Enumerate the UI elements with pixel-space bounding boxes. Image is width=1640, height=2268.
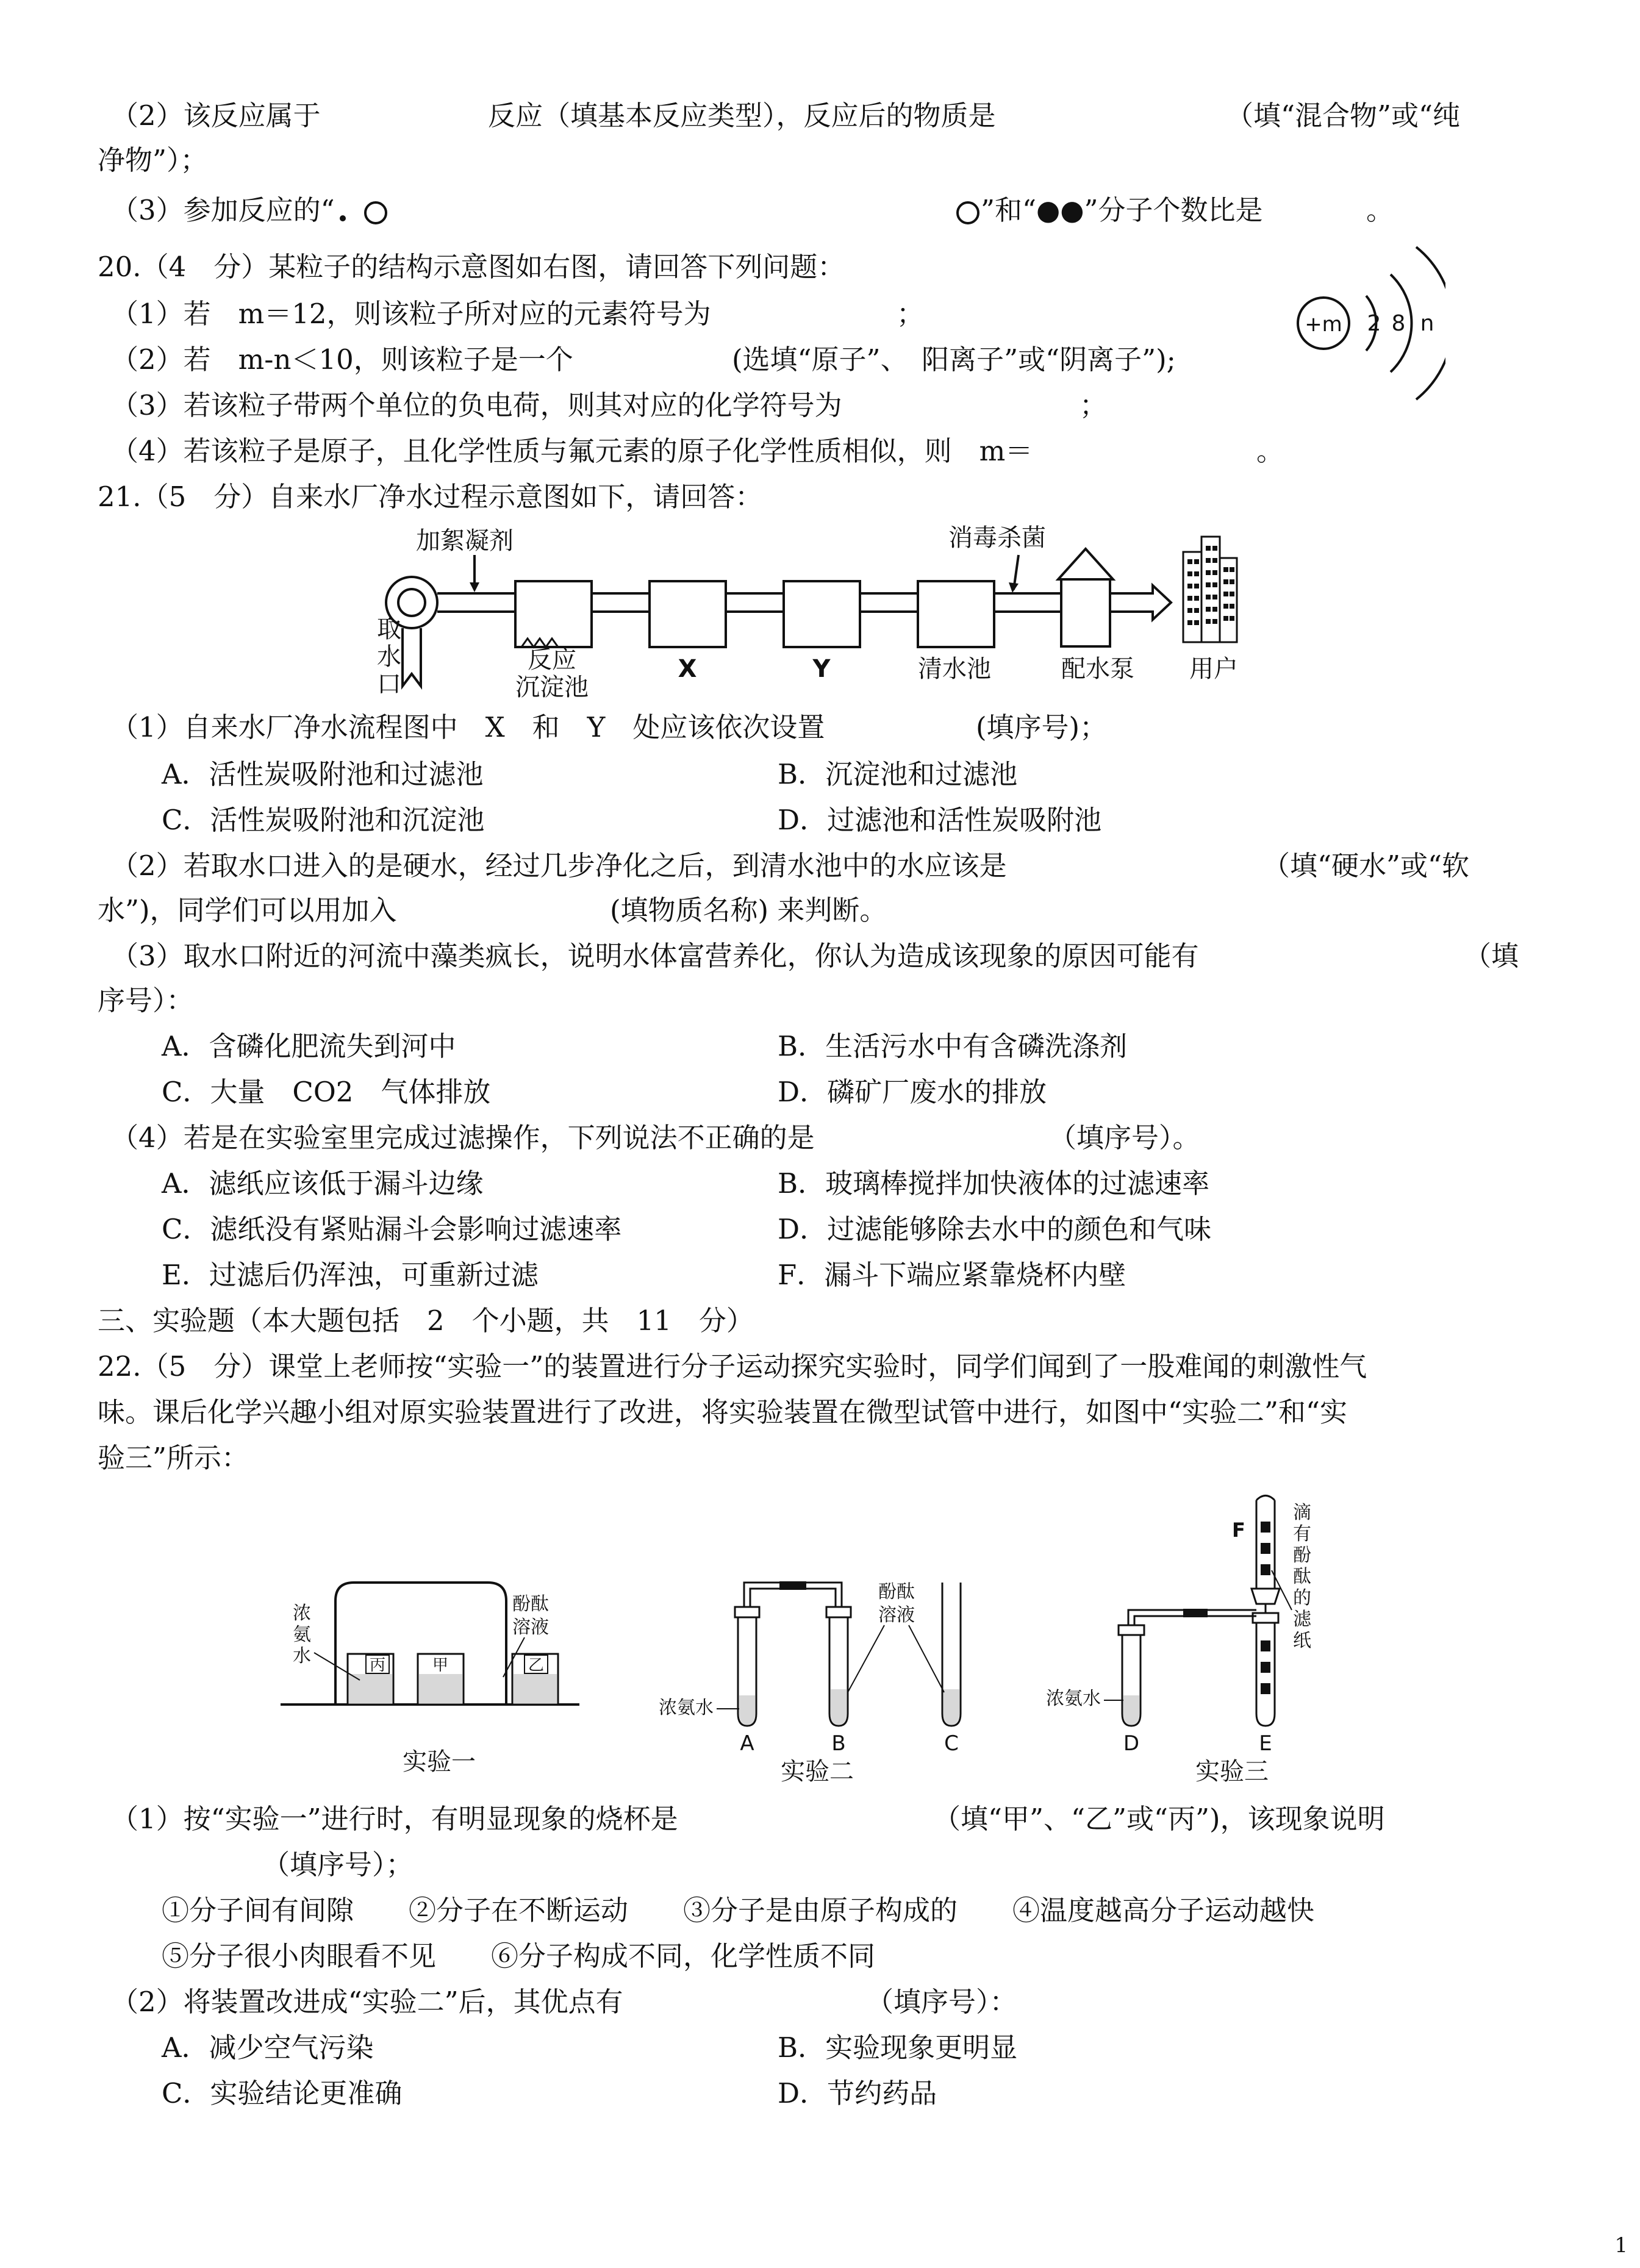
q19-part2-label: （2）该反应属于 [111, 99, 321, 132]
tube-a-label: A [740, 1731, 754, 1756]
exp1-phenol-1: 酚酞 [512, 1594, 549, 1615]
shell-2-electrons: 8 [1391, 311, 1406, 336]
y-tank [784, 581, 860, 647]
q22-part1: （1）按“实验一”进行时，有明显现象的烧杯是 [111, 1803, 678, 1835]
exp2-phenol-pointer-b [848, 1625, 884, 1692]
q22-option-2d: D．节约药品 [778, 2077, 937, 2109]
tube-f-paper-2 [1261, 1543, 1270, 1554]
tube-e-paper-1 [1261, 1640, 1270, 1651]
q19-part3-text: ”和“●●”分子个数比是 [981, 194, 1263, 226]
atom-structure-diagram [1275, 232, 1445, 415]
disinfect-arrowhead [1009, 582, 1019, 593]
q21-part2-hint: （填“硬水”或“软 [1262, 850, 1470, 882]
beaker-jia-label: 甲 [432, 1656, 449, 1675]
paper-label-7: 纸 [1293, 1630, 1311, 1651]
exp3-connector-inner [1134, 1616, 1256, 1625]
intake-inner-circle [398, 589, 425, 616]
q21-part1-end: (填序号)； [976, 711, 1108, 743]
tube-b-label: B [831, 1731, 846, 1756]
paper-label-1: 滴 [1293, 1502, 1311, 1523]
exp1-ammonia-2: 氨 [293, 1624, 311, 1645]
exp2-phenol-1: 酚酞 [878, 1581, 915, 1603]
reaction-label: 反应 [528, 646, 576, 674]
exp3-caption: 实验三 [1195, 1758, 1269, 1786]
exp2-caption: 实验二 [781, 1758, 854, 1786]
experiment-3 [1046, 1496, 1312, 1786]
q21-part3-cont: 序号）： [98, 984, 194, 1017]
q21-option-4b: B．玻璃棒搅拌加快液体的过滤速率 [778, 1167, 1210, 1200]
tube-e-paper-2 [1261, 1662, 1270, 1673]
q21-option-1b: B．沉淀池和过滤池 [778, 758, 1018, 790]
paper-label-4: 酞 [1293, 1566, 1311, 1587]
q20-title: 20.（4 分）某粒子的结构示意图如右图，请回答下列问题： [98, 251, 845, 283]
tube-c-label: C [944, 1731, 959, 1756]
tube-d-label: D [1123, 1731, 1140, 1756]
q20-part4: （4）若该粒子是原子，且化学性质与氟元素的原子化学性质相似，则 m＝ [111, 435, 1033, 467]
pump-label: 配水泵 [1061, 655, 1134, 683]
q21-part4: （4）若是在实验室里完成过滤操作，下列说法不正确的是 [111, 1121, 815, 1154]
shell-3-electrons: n [1420, 311, 1434, 336]
q21-option-4f: F．漏斗下端应紧靠烧杯内壁 [778, 1259, 1126, 1291]
coagulant-label: 加絮凝剂 [416, 527, 514, 555]
q21-title: 21.（5 分）自来水厂净水过程示意图如下，请回答： [98, 481, 763, 513]
q20-part3: （3）若该粒子带两个单位的负电荷，则其对应的化学符号为 [111, 389, 842, 421]
q21-option-1a: A．活性炭吸附池和过滤池 [162, 758, 484, 790]
q22-part1-end: （填序号）； [262, 1848, 414, 1881]
exp1-caption: 实验一 [403, 1748, 476, 1776]
nucleus-label: +m [1305, 312, 1342, 337]
q19-part3-end: 。 [1366, 194, 1394, 226]
q22-part1-hint: （填“甲”、“乙”或“丙”)，该现象说明 [933, 1803, 1385, 1835]
q22-choices-1: ①分子间有间隙 ②分子在不断运动 ③分子是由原子构成的 ④温度越高分子运动越快 [162, 1894, 1315, 1926]
q20-part1: （1）若 m＝12，则该粒子所对应的元素符号为 [111, 298, 711, 330]
q21-part1: （1）自来水厂净水流程图中 X 和 Y 处应该依次设置 [111, 711, 825, 743]
connector-inner [750, 1589, 836, 1607]
exp2-phenol-2: 溶液 [878, 1604, 915, 1626]
exp3-connector-joint [1183, 1609, 1208, 1617]
tube-d-stopper [1119, 1625, 1144, 1635]
experiments-figure [268, 1488, 1354, 1787]
q21-part2-cont: 水”)，同学们可以用加入 [98, 894, 397, 926]
q22-line-2: 味。课后化学兴趣小组对原实验装置进行了改进，将实验装置在微型试管中进行，如图中“实验二”和“实 [98, 1396, 1348, 1428]
q22-line-3: 验三”所示： [98, 1442, 249, 1474]
q21-option-1d: D．过滤池和活性炭吸附池 [778, 804, 1102, 836]
beaker-jia-liquid [419, 1674, 462, 1703]
output-arrow [1110, 585, 1171, 620]
q22-option-2a: A．减少空气污染 [162, 2031, 374, 2064]
tube-b-liquid [831, 1689, 847, 1725]
tube-b-stopper [826, 1607, 851, 1617]
experiment-1 [281, 1583, 579, 1776]
coagulant-arrowhead [470, 582, 479, 592]
exp2-phenol-pointer-c [909, 1625, 944, 1692]
q21-part3: （3）取水口附近的河流中藻类疯长，说明水体富营养化，你认为造成该现象的原因可能有 [111, 940, 1199, 972]
q20-part4-end: 。 [1256, 435, 1284, 467]
tube-e-stopper [1253, 1613, 1278, 1623]
q21-option-1c: C．活性炭吸附池和沉淀池 [162, 804, 485, 836]
exp3-ammonia-label: 浓氨水 [1046, 1688, 1101, 1709]
intake-label-2: 水 [377, 643, 401, 671]
tube-a-liquid [739, 1695, 755, 1725]
molecule-white-icon [334, 196, 401, 227]
tube-f-paper-3 [1261, 1564, 1270, 1575]
tube-e-paper-3 [1261, 1683, 1270, 1694]
q21-option-4c: C．滤纸没有紧贴漏斗会影响过滤速率 [162, 1213, 622, 1245]
shell-1-electrons: 2 [1367, 311, 1381, 336]
sediment-label: 沉淀池 [515, 673, 589, 701]
connector-joint [779, 1581, 806, 1590]
paper-label-6: 滤 [1293, 1609, 1311, 1630]
intake-pipe [403, 628, 421, 686]
beaker-yi-liquid [514, 1674, 557, 1703]
tube-d-liquid [1123, 1695, 1139, 1725]
reaction-tank [515, 581, 592, 647]
tube-a-stopper [735, 1607, 759, 1617]
pump-roof [1058, 549, 1113, 579]
q21-option-4e: E．过滤后仍浑浊，可重新过滤 [162, 1259, 539, 1291]
pump-house [1061, 579, 1110, 646]
q21-option-3a: A．含磷化肥流失到河中 [162, 1030, 456, 1062]
tube-f-stopper [1251, 1589, 1280, 1604]
q22-line-1: 22.（5 分）课堂上老师按“实验一”的装置进行分子运动探究实验时，同学们闻到了一股难闻的刺激性气 [98, 1350, 1367, 1383]
water-treatment-diagram [366, 521, 1281, 701]
clear-water-tank [918, 581, 994, 647]
paper-label-2: 有 [1293, 1523, 1311, 1545]
exp1-phenol-2: 溶液 [512, 1617, 549, 1638]
paper-label-5: 的 [1293, 1587, 1311, 1609]
x-label: X [678, 655, 697, 683]
q19-part2-hint: （填“混合物”或“纯 [1226, 99, 1461, 132]
x-tank [650, 581, 726, 647]
beaker-yi-label: 乙 [528, 1656, 545, 1675]
clear-water-label: 清水池 [918, 655, 991, 683]
q21-part3-hint: （填 [1464, 940, 1519, 972]
disinfect-label: 消毒杀菌 [948, 524, 1046, 552]
intake-label-3: 口 [377, 670, 401, 698]
section-3-title: 三、实验题（本大题包括 2 个小题，共 11 分） [98, 1304, 754, 1337]
q20-part1-end: ； [897, 298, 925, 330]
q21-option-3b: B．生活污水中有含磷洗涤剂 [778, 1030, 1128, 1062]
q22-option-2c: C．实验结论更准确 [162, 2077, 403, 2109]
experiment-2 [659, 1581, 961, 1786]
beaker-bing-label: 丙 [369, 1656, 386, 1675]
page-number: 1 [1614, 2233, 1628, 2258]
exp2-ammonia-label: 浓氨水 [659, 1697, 714, 1719]
q20-part3-end: ； [1080, 389, 1108, 421]
q19-part2-hint-cont: 净物”）； [98, 144, 208, 176]
q21-option-3d: D．磷矿厂废水的排放 [778, 1076, 1047, 1108]
q22-part2: （2）将装置改进成“实验二”后，其优点有 [111, 1986, 623, 2018]
q19-part3-label: （3）参加反应的“ [111, 194, 335, 226]
q21-part4-end: （填序号）。 [1049, 1121, 1200, 1154]
intake-label-1: 取 [377, 615, 401, 643]
q21-option-4a: A．滤纸应该低于漏斗边缘 [162, 1167, 484, 1200]
q19-part2-text: 反应（填基本反应类型），反应后的物质是 [488, 99, 996, 132]
paper-label-3: 酚 [1293, 1545, 1311, 1566]
building-2 [1201, 537, 1220, 642]
user-label: 用户 [1189, 655, 1238, 683]
q21-part2-end: (填物质名称) 来判断。 [610, 894, 887, 926]
q22-part2-end: （填序号）： [866, 1986, 1017, 2018]
exp1-ammonia-1: 浓 [293, 1603, 311, 1624]
q20-part2: （2）若 m-n＜10，则该粒子是一个 [111, 343, 573, 376]
y-label: Y [812, 655, 831, 683]
q21-option-3c: C．大量 CO2 气体排放 [162, 1076, 491, 1108]
tube-e [1256, 1622, 1275, 1726]
q21-part2: （2）若取水口进入的是硬水，经过几步净化之后，到清水池中的水应该是 [111, 850, 1007, 882]
tube-f-paper-1 [1261, 1522, 1270, 1533]
tube-f-label: F [1232, 1519, 1245, 1542]
beaker-bing-liquid [349, 1674, 392, 1703]
q20-part2-options: (选填“原子”、 阳离子”或“阴离子”); [732, 343, 1176, 376]
q22-choices-2: ⑤分子很小肉眼看不见 ⑥分子构成不同，化学性质不同 [162, 1940, 876, 1972]
q22-option-2b: B．实验现象更明显 [778, 2031, 1018, 2064]
tube-e-label: E [1259, 1731, 1272, 1756]
q21-option-4d: D．过滤能够除去水中的颜色和气味 [778, 1213, 1212, 1245]
tube-c-liquid [944, 1689, 959, 1725]
exp1-ammonia-3: 水 [293, 1645, 311, 1667]
